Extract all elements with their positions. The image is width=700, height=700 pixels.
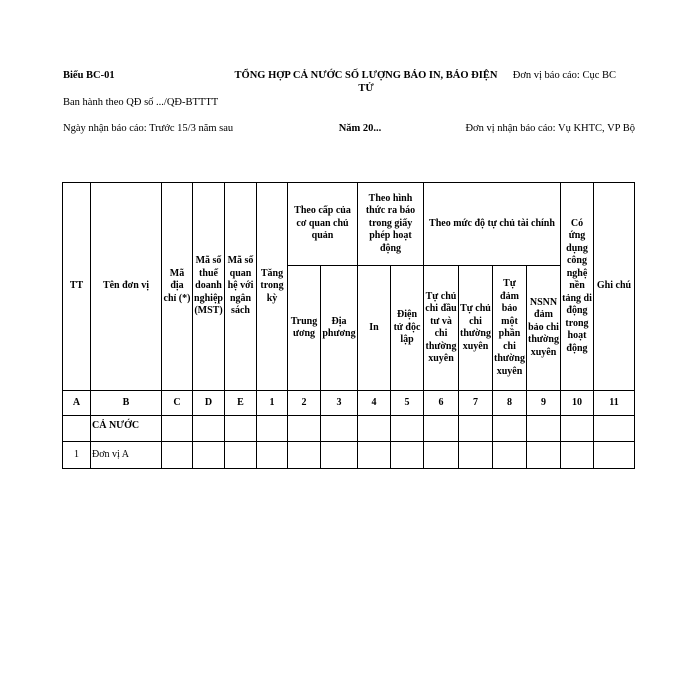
report-title: TỔNG HỢP CẢ NƯỚC SỐ LƯỢNG BÁO IN, BÁO ĐIỆN TỬ [234,70,498,94]
row-tt [63,416,91,442]
header-self-full: Tự chủ chi đầu tư và chi thường xuyên [424,266,459,391]
header-tax-code: Mã số thuế doanh nghiệp (MST) [193,183,225,391]
header-local: Địa phương [321,266,358,391]
column-code: 6 [424,391,459,416]
header-group-authority: Theo cấp của cơ quan chủ quản [288,183,358,266]
column-code: 7 [459,391,493,416]
column-code: 8 [493,391,527,416]
header-digital-platform: Có ứng dụng công nghệ nền tảng di động trong hoạt động [560,183,593,391]
column-code: 5 [391,391,424,416]
column-code: C [162,391,193,416]
header-notes: Ghi chú [593,183,634,391]
column-code: 4 [358,391,391,416]
header-central: Trung ương [288,266,321,391]
column-code: 9 [527,391,561,416]
issued-by: Ban hành theo QĐ số .../QĐ-BTTTT [63,97,219,108]
report-year: Năm 20... [338,123,382,134]
header-budget-code: Mã số quan hệ với ngân sách [225,183,257,391]
header-group-form: Theo hình thức ra báo trong giấy phép hoạt động [358,183,424,266]
row-unit-name: CẢ NƯỚC [91,416,162,442]
header-self-partial: Tự đảm bảo một phần chi thường xuyên [493,266,527,391]
reporting-unit: Đơn vị báo cáo: Cục BC [512,70,616,81]
header-print: In [358,266,391,391]
receive-date: Ngày nhận báo cáo: Trước 15/3 năm sau [63,123,234,134]
header-electronic: Điện tử độc lập [391,266,424,391]
header-location-code: Mã địa chỉ (*) [162,183,193,391]
column-code: B [91,391,162,416]
form-code: Biểu BC-01 [63,70,115,81]
column-code: 2 [288,391,321,416]
row-tt: 1 [63,442,91,469]
column-code: D [193,391,225,416]
table-row [63,416,635,442]
receiving-unit: Đơn vị nhận báo cáo: Vụ KHTC, VP Bộ [465,123,635,134]
column-code: 1 [257,391,288,416]
table-row [63,442,635,469]
header-self-regular: Tự chủ chi thường xuyên [459,266,493,391]
header-group-autonomy: Theo mức độ tự chủ tài chính [424,183,561,266]
report-table [62,182,635,469]
header-period-increase: Tăng trong kỳ [257,183,288,391]
header-state-funded: NSNN đảm bảo chi thường xuyên [527,266,561,391]
column-code: 10 [560,391,593,416]
column-code: E [225,391,257,416]
header-tt: TT [63,183,91,391]
column-code: 3 [321,391,358,416]
column-code: A [63,391,91,416]
column-code: 11 [593,391,634,416]
row-unit-name: Đơn vị A [91,442,162,469]
header-unit-name: Tên đơn vị [91,183,162,391]
